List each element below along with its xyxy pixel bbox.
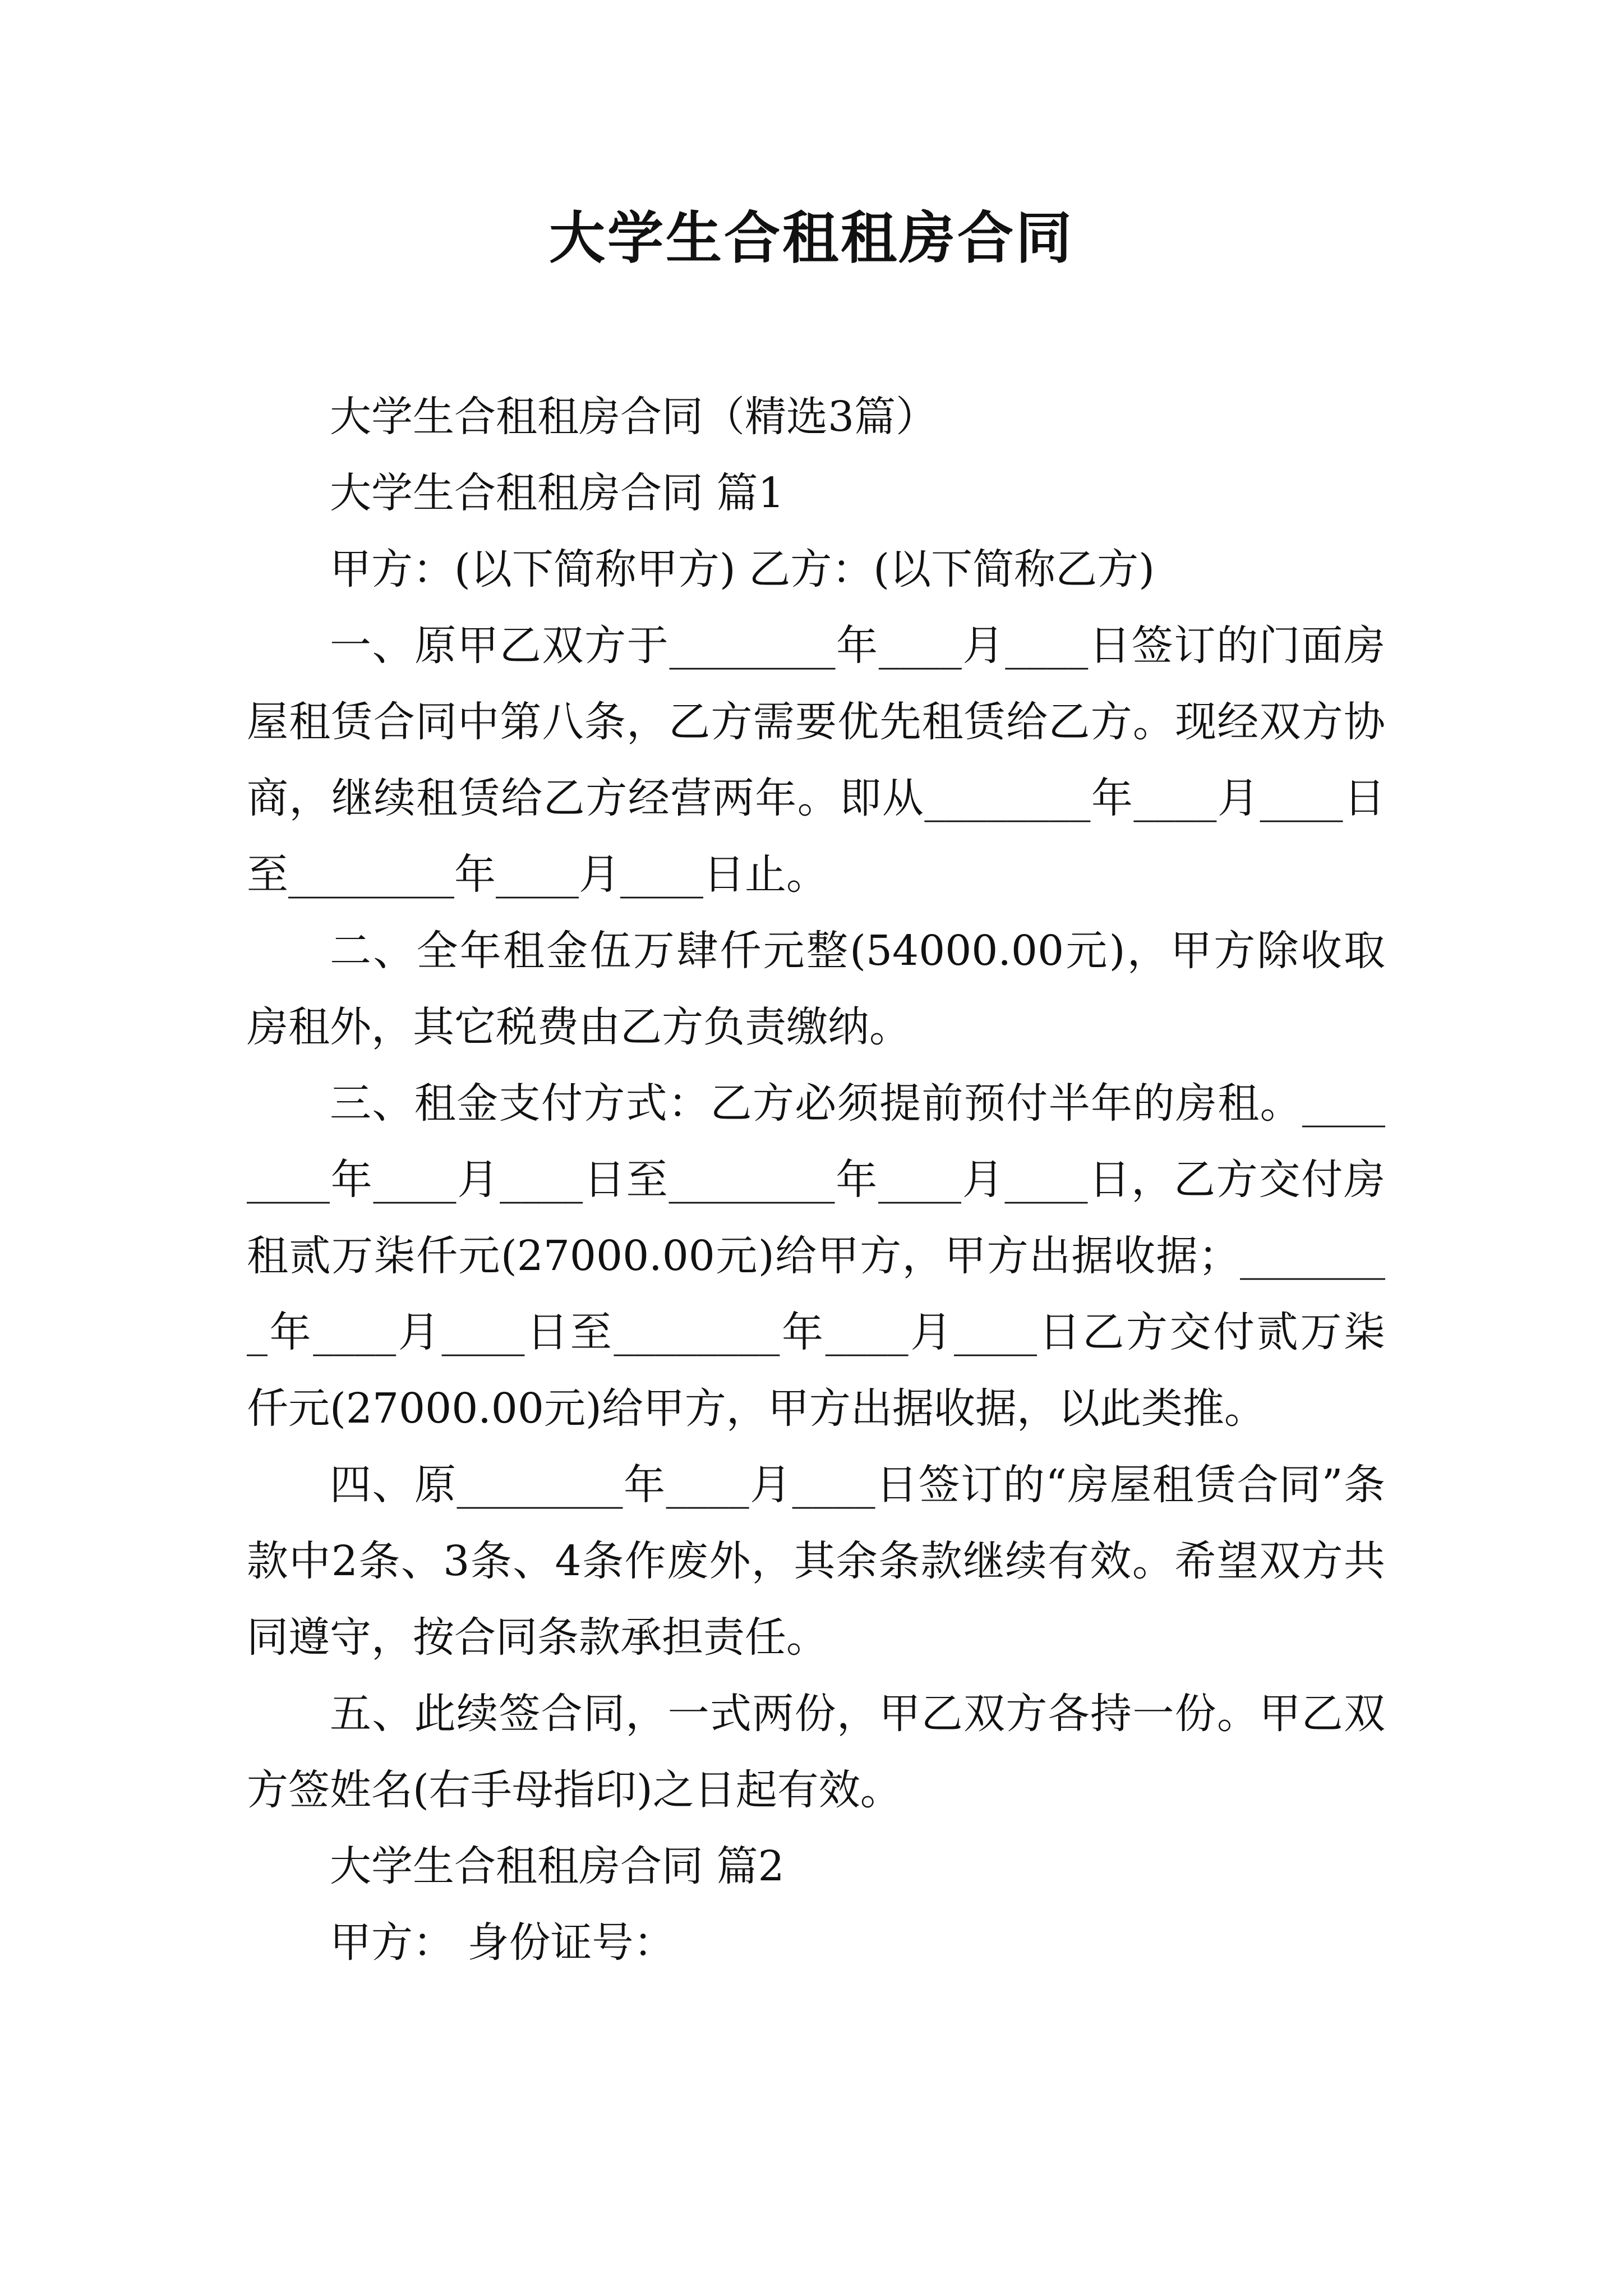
paragraph-clause-4: 四、原________年____月____日签订的“房屋租赁合同”条款中2条、3条、4条作废外，其余条款继续有效。希望双方共同遵守，按合同条款承担责任。 [247,1461,1385,1662]
paragraph-clause-2: 二、全年租金伍万肆仟元整(54000.00元)，甲方除收取房租外，其它税费由乙方负责缴纳。 [247,927,1385,1051]
paragraph-clause-1: 一、原甲乙双方于________年____月____日签订的门面房屋租赁合同中第八条，乙方需要优先租赁给乙方。现经双方协商，继续租赁给乙方经营两年。即从________年____月____日至________年____月____日止。 [247,622,1385,899]
paragraph-section-1-heading: 大学生合租租房合同 篇1 [330,469,785,517]
paragraph-clause-3: 三、租金支付方式：乙方必须提前预付半年的房租。________年____月____日至________年____月____日，乙方交付房租贰万柒仟元(27000.00元)给甲方，甲方出据收据；________年____月____日至________年____月____日乙方交付贰万柒仟元(27000.00元)给甲方，甲方出据收据，以此类推。 [247,1079,1385,1433]
document-title: 大学生合租租房合同 [549,205,1074,271]
paragraph-subtitle: 大学生合租租房合同（精选3篇） [330,393,938,441]
paragraph-party-a-id: 甲方： 身份证号： [330,1918,675,1967]
paragraph-parties: 甲方：(以下简称甲方) 乙方：(以下简称乙方) [330,545,1155,593]
paragraph-section-2-heading: 大学生合租租房合同 篇2 [330,1842,785,1890]
document-body [247,379,1385,1981]
paragraph-clause-5: 五、此续签合同，一式两份，甲乙双方各持一份。甲乙双方签姓名(右手母指印)之日起有效。 [247,1690,1385,1814]
